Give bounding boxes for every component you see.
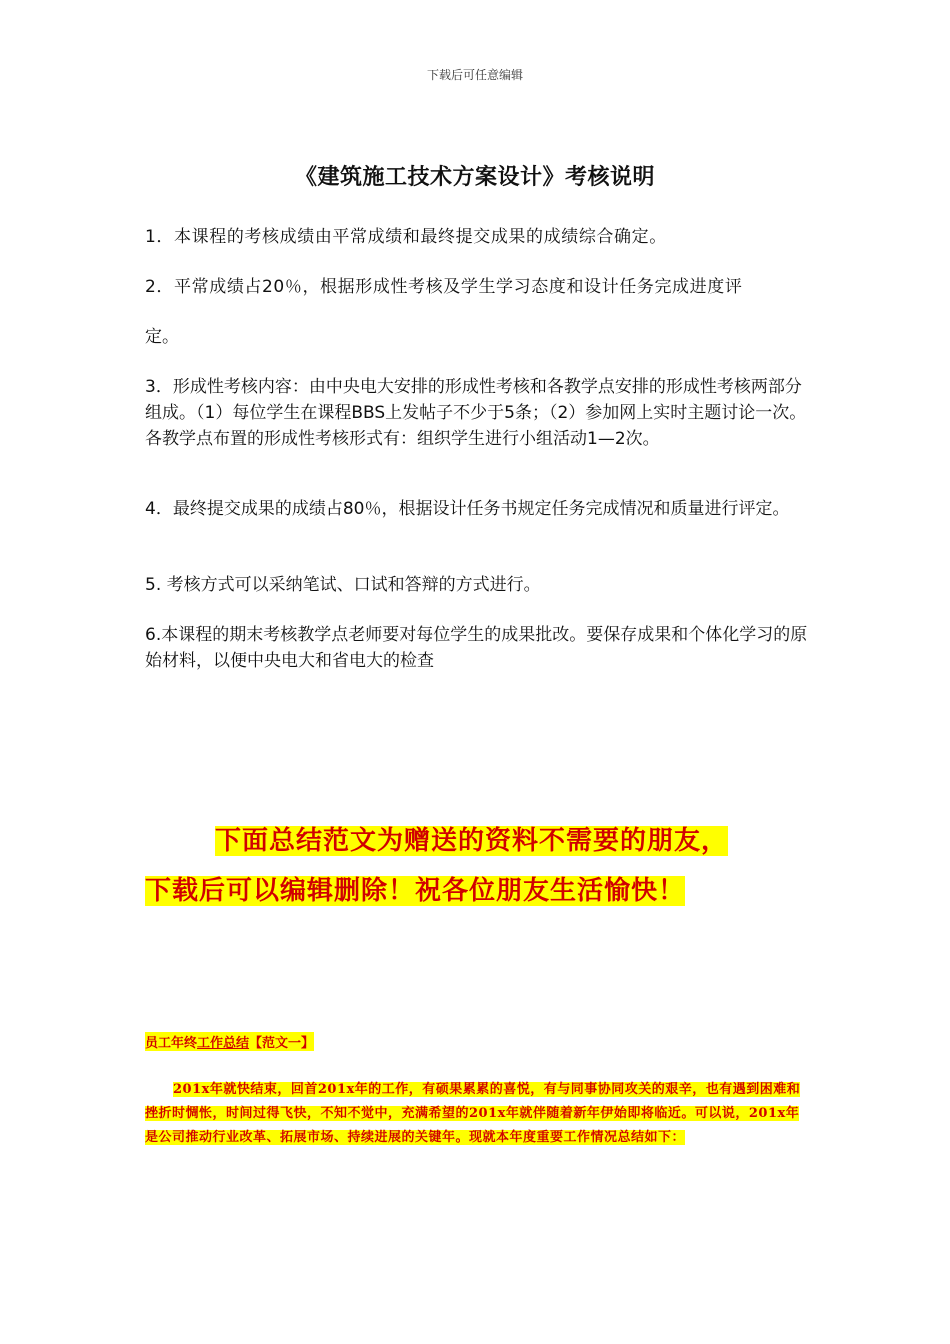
item-4: 4．最终提交成果的成绩占80％，根据设计任务书规定任务完成情况和质量进行评定。: [145, 499, 790, 519]
document-title: 《建筑施工技术方案设计》考核说明: [294, 165, 655, 190]
sample-heading: [145, 1032, 314, 1051]
item-3: 3．形成性考核内容：由中央电大安排的形成性考核和各教学点安排的形成性考核两部分组成。（1）每位学生在课程BBS上发帖子不少于5条；（2）参加网上实时主题讨论一次。各教学点布置的形成性考核形式有：组织学生进行小组活动1—2次。: [145, 377, 807, 449]
item-5: 5. 考核方式可以采纳笔试、口试和答辩的方式进行。: [145, 575, 541, 595]
sample-heading-suffix: 【范文一】: [249, 1036, 315, 1051]
sample-heading-prefix: 员工年终: [145, 1036, 198, 1051]
item-1: 1．本课程的考核成绩由平常成绩和最终提交成果的成绩综合确定。: [145, 227, 667, 247]
sample-heading-link[interactable]: 工作总结: [197, 1036, 250, 1051]
sample-body-text: 201x年就快结束，回首201x年的工作，有硕果累累的喜悦，有与同事协同攻关的艰辛，也有遇到困难和挫折时惆怅，时间过得飞快，不知不觉中，充满希望的201x年就伴随着新年伊始即将临近。可以说，201x年是公司推动行业改革、拓展市场、持续进展的关键年。现就本年度重要工作情况总结如下：: [145, 1082, 801, 1145]
notice-line-1-text: 下面总结范文为赠送的资料不需要的朋友，: [215, 826, 729, 856]
sample-body: [145, 1078, 807, 1150]
notice-line-1: [145, 820, 810, 857]
item-2-continued: 定。: [145, 327, 179, 347]
page-header: 下载后可任意编辑: [426, 68, 523, 82]
notice-line-2: [145, 870, 810, 907]
item-6: 6.本课程的期末考核教学点老师要对每位学生的成果批改。要保存成果和个体化学习的原始材料，以便中央电大和省电大的检查: [145, 625, 808, 671]
item-2: 2．平常成绩占20％，根据形成性考核及学生学习态度和设计任务完成进度评: [145, 277, 743, 297]
notice-line-2-text: 下载后可以编辑删除！祝各位朋友生活愉快！: [145, 876, 686, 906]
